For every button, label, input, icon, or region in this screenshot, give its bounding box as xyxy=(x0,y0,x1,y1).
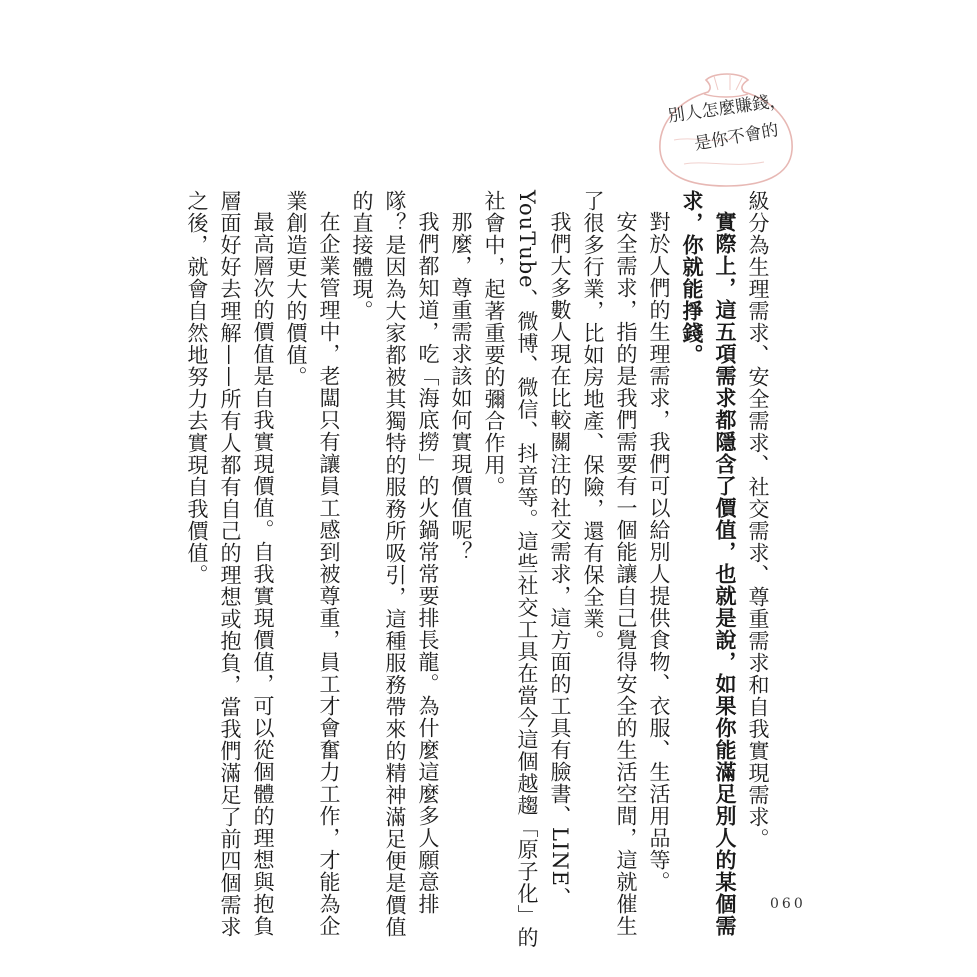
paragraph-7: 我們都知道，吃「海底撈」的火鍋常常要排長龍。為什麼這麼多人願意排隊？是因為大家都被其獨特的服務所吸引，這種服務帶來的精神滿足便是價值的直接體現。 xyxy=(350,190,440,938)
paragraph-4: 安全需求，指的是我們需要有一個能讓自己覺得安全的生活空間，這就催生了很多行業，比如房地產、保險，還有保全業。 xyxy=(581,190,638,937)
chapter-emblem xyxy=(644,70,804,190)
paragraph-5: 我們大多數人現在比較關注的社交需求，這方面的工具有臉書、LINE、YouTube、微博、微信、抖音等。這些社交工具在當今這個越趨「原子化」的社會中，起著重要的彌合作用。 xyxy=(482,190,572,949)
paragraph-9: 最高層次的價值是自我實現價值。自我實現價值，可以從個體的理想與抱負層面好好去理解——所有人都有自己的理想或抱負，當我們滿足了前四個需求之後，就會自然地努力去實現自我價值。 xyxy=(185,190,275,938)
paragraph-8: 在企業管理中，老闆只有讓員工感到被尊重，員工才會奮力工作，才能為企業創造更大的價值。 xyxy=(284,190,341,937)
paragraph-6: 那麼，尊重需求該如何實現價值呢？ xyxy=(449,211,473,563)
emblem-title-line2: 是你不會的 xyxy=(692,120,781,155)
emblem-title-line1: 別人怎麼賺錢， xyxy=(666,90,788,127)
paragraph-3: 對於人們的生理需求，我們可以給別人提供食物、衣服、生活用品等。 xyxy=(647,211,671,893)
paragraph-1: 級分為生理需求、安全需求、社交需求、尊重需求和自我實現需求。 xyxy=(746,190,770,850)
paragraph-2-emphasis: 實際上，這五項需求都隱含了價值，也就是說，如果你能滿足別人的某個需求，你就能掙錢。 xyxy=(680,190,737,937)
vertical-body-text xyxy=(185,190,774,950)
page-number: 060 xyxy=(770,896,806,912)
